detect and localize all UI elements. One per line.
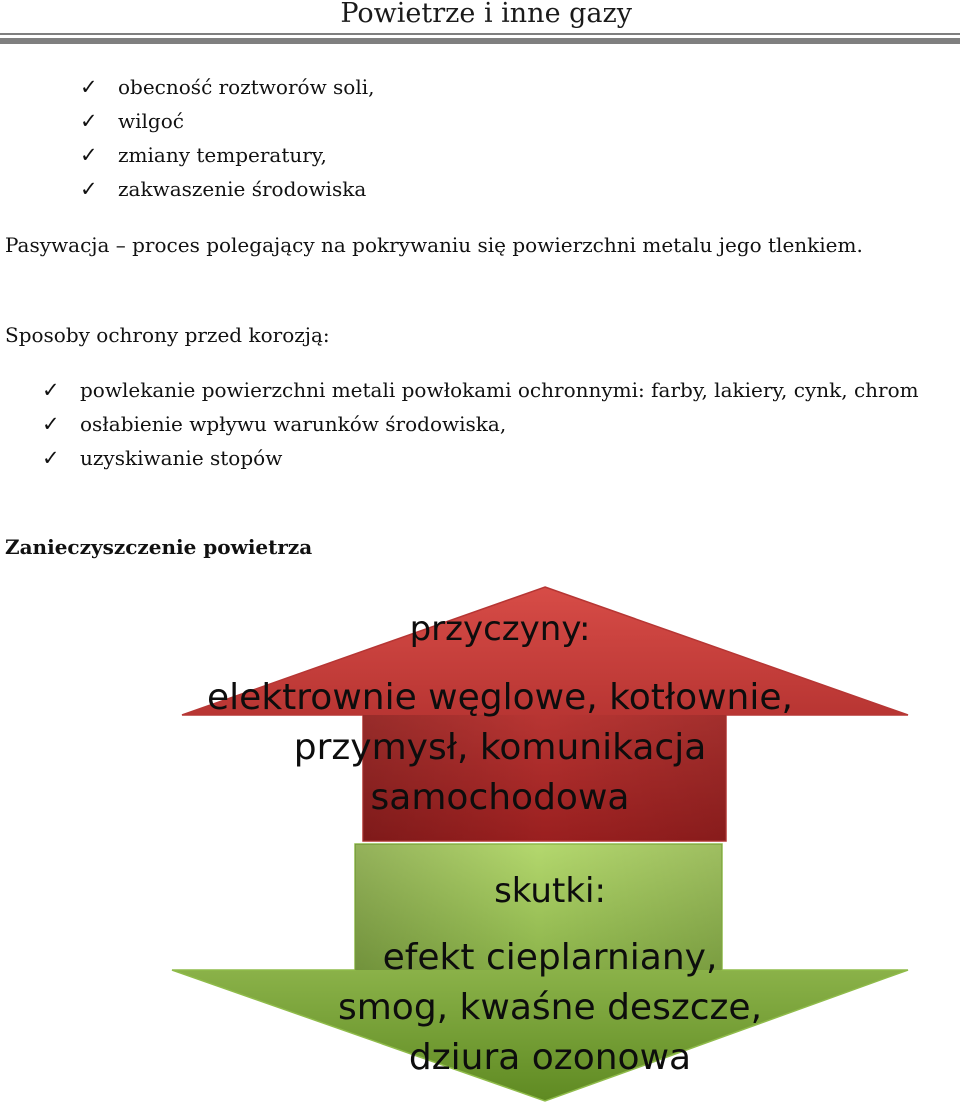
list-item [80, 172, 375, 206]
list-item [40, 407, 945, 441]
effects-title: skutki: [494, 871, 606, 911]
list-item [80, 104, 375, 138]
check-mark-icon: ✓ [80, 109, 98, 133]
effects-line: dziura ozonowa [408, 1037, 692, 1078]
effects-line: smog, kwaśne deszcze, [337, 987, 763, 1028]
causes-line: samochodowa [370, 777, 630, 818]
list-item [40, 373, 945, 407]
protection-methods-list [40, 373, 945, 475]
check-mark-icon: ✓ [80, 75, 98, 99]
effects-line: efekt cieplarniany, [382, 937, 718, 978]
check-mark-icon: ✓ [42, 446, 60, 470]
list-item [80, 70, 375, 104]
page-title: Powietrze i inne gazy [340, 0, 632, 29]
causes-line: przymysł, komunikacja [293, 727, 707, 768]
header-rule-thin [0, 33, 960, 35]
pollution-diagram [0, 575, 960, 1108]
passivation-definition: Pasywacja – proces polegający na pokrywaniu się powierzchni metalu jego tlenkiem. [5, 233, 863, 257]
protection-intro: Sposoby ochrony przed korozją: [5, 323, 330, 347]
list-item [80, 138, 375, 172]
list-item-text: uzyskiwanie stopów [80, 446, 283, 470]
arrows-graphic [0, 575, 960, 1108]
header-rule-thick [0, 38, 960, 44]
pollution-heading: Zanieczyszczenie powietrza [5, 535, 313, 559]
causes-title: przyczyny: [409, 609, 591, 649]
list-item-text: zakwaszenie środowiska [118, 177, 367, 201]
check-mark-icon: ✓ [42, 378, 60, 402]
list-item [40, 441, 945, 475]
check-mark-icon: ✓ [80, 143, 98, 167]
list-item-text: zmiany temperatury, [118, 143, 327, 167]
causes-line: elektrownie węglowe, kotłownie, [207, 677, 793, 718]
check-mark-icon: ✓ [80, 177, 98, 201]
list-item-text: osłabienie wpływu warunków środowiska, [80, 412, 507, 436]
check-mark-icon: ✓ [42, 412, 60, 436]
corrosion-factors-list [80, 70, 375, 206]
list-item-text: powlekanie powierzchni metali powłokami ochronnymi: farby, lakiery, cynk, chrom [80, 378, 919, 402]
list-item-text: obecność roztworów soli, [118, 75, 375, 99]
list-item-text: wilgoć [118, 109, 184, 133]
